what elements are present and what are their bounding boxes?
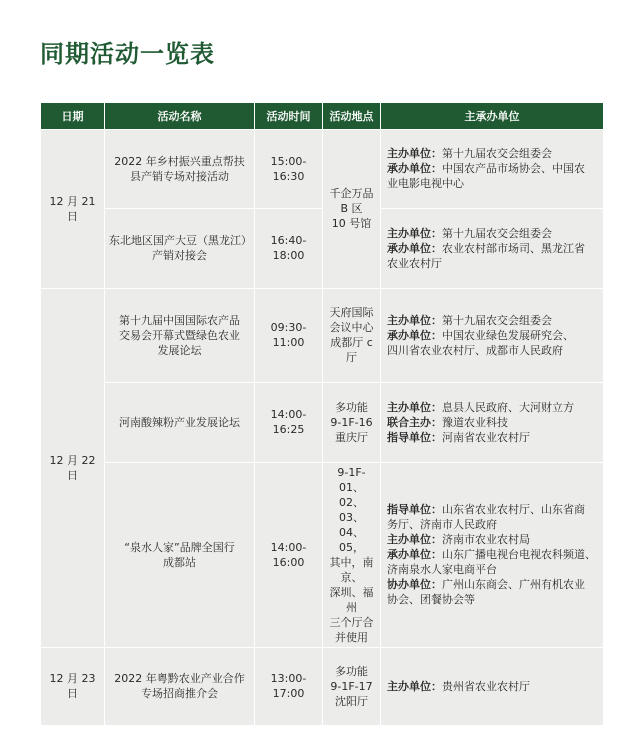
date-cell: 12 月 22 日 xyxy=(41,288,105,647)
org-text: 第十九届农交会组委会 xyxy=(442,226,552,240)
venue-line: 其中，南 xyxy=(329,555,374,569)
name-line: 东北地区国产大豆（黑龙江） xyxy=(109,234,252,247)
org-label: 指导单位： xyxy=(387,430,442,444)
org-text: 山东省农业农村厅、山东省商 xyxy=(442,503,585,516)
org-text: 河南省农业农村厅 xyxy=(442,430,530,444)
header-venue: 活动地点 xyxy=(323,103,381,129)
table-row xyxy=(41,462,604,647)
org-text: 农业农村厅 xyxy=(387,256,442,270)
org-text: 贵州省农业农村厅 xyxy=(442,679,530,693)
organizers xyxy=(381,288,604,382)
venue-line: B 区 xyxy=(340,202,363,215)
venue-line: 9-1F-17 xyxy=(330,679,373,693)
venue-line: 三个厅合 xyxy=(329,615,374,629)
venue-line: 会议中心 xyxy=(329,321,374,334)
name-line: 河南酸辣粉产业发展论坛 xyxy=(119,415,240,429)
org-text: 业电影电视中心 xyxy=(387,177,464,190)
org-text: 四川省农业农村厅、成都市人民政府 xyxy=(387,343,563,357)
date-cell: 12 月 23 日 xyxy=(41,647,105,725)
venue-line: 并使用 xyxy=(335,630,368,644)
org-label: 主办单位： xyxy=(387,679,442,693)
org-text: 第十九届农交会组委会 xyxy=(442,313,552,327)
venue-line: 天府国际 xyxy=(329,306,374,319)
table-row xyxy=(41,208,604,288)
name-line: 成都站 xyxy=(163,555,196,569)
activity-time: 15:00-16:30 xyxy=(255,129,323,208)
org-text: 豫道农业科技 xyxy=(442,415,508,429)
activity-name xyxy=(105,288,255,382)
org-text: 务厅、济南市人民政府 xyxy=(387,518,497,531)
venue-line: 04、05， xyxy=(339,525,364,554)
org-text: 山东广播电视台电视农科频道、 xyxy=(442,548,596,561)
activity-venue xyxy=(323,288,381,382)
name-line: 县产销专场对接活动 xyxy=(130,169,229,183)
activity-time: 09:30-11:00 xyxy=(255,288,323,382)
org-label: 主办单位： xyxy=(387,400,442,414)
org-label: 承办单位： xyxy=(387,162,442,175)
org-text: 中国农产品市场协会、中国农 xyxy=(442,162,585,175)
activity-venue xyxy=(323,462,381,647)
venue-line: 9-1F-01、 xyxy=(337,465,366,494)
org-label: 承办单位： xyxy=(387,548,442,561)
venue-line: 重庆厅 xyxy=(335,430,368,444)
venue-line: 厅 xyxy=(346,351,357,364)
venue-line: 深圳、福 xyxy=(329,585,374,599)
org-label: 主办单位： xyxy=(387,313,442,327)
header-time: 活动时间 xyxy=(255,103,323,129)
activity-venue xyxy=(323,647,381,725)
name-line: 发展论坛 xyxy=(157,343,202,357)
name-line: “泉水人家”品牌全国行 xyxy=(124,540,235,554)
org-label: 协办单位： xyxy=(387,578,442,591)
org-text: 济南市农业农村局 xyxy=(442,533,530,546)
activity-time: 14:00-16:00 xyxy=(255,462,323,647)
header-organizers: 主承办单位 xyxy=(381,103,604,129)
name-line: 产销对接会 xyxy=(152,249,207,262)
venue-line: 02、03、 xyxy=(339,495,364,524)
org-text: 第十九届农交会组委会 xyxy=(442,147,552,160)
venue-line: 成都厅 c xyxy=(330,336,373,349)
org-text: 协会、团餐协会等 xyxy=(387,593,475,606)
table-row xyxy=(41,288,604,382)
name-line: 2022 年粤黔农业产业合作 xyxy=(114,672,245,685)
name-line: 交易会开幕式暨绿色农业 xyxy=(119,328,240,342)
organizers xyxy=(381,647,604,725)
activity-time: 16:40-18:00 xyxy=(255,208,323,288)
table-row xyxy=(41,129,604,208)
activity-venue xyxy=(323,382,381,462)
org-label: 指导单位： xyxy=(387,503,442,516)
page-title: 同期活动一览表 xyxy=(40,40,215,68)
org-label: 主办单位： xyxy=(387,147,442,160)
table-row xyxy=(41,382,604,462)
organizers xyxy=(381,129,604,208)
org-label: 主办单位： xyxy=(387,533,442,546)
activity-time: 14:00-16:25 xyxy=(255,382,323,462)
venue-line: 沈阳厅 xyxy=(335,694,368,708)
header-date: 日期 xyxy=(41,103,105,129)
venue-line: 10 号馆 xyxy=(331,217,372,230)
activity-time: 13:00-17:00 xyxy=(255,647,323,725)
organizers xyxy=(381,382,604,462)
activity-name xyxy=(105,208,255,288)
name-line: 第十九届中国国际农产品 xyxy=(119,313,240,327)
table-row xyxy=(41,647,604,725)
organizers xyxy=(381,208,604,288)
activity-name xyxy=(105,382,255,462)
name-line: 2022 年乡村振兴重点帮扶 xyxy=(114,154,245,168)
header-name: 活动名称 xyxy=(105,103,255,129)
org-text: 中国农业绿色发展研究会、 xyxy=(442,328,574,342)
organizers xyxy=(381,462,604,647)
activity-name xyxy=(105,129,255,208)
activity-table xyxy=(40,103,604,726)
venue-line: 多功能 xyxy=(335,400,368,414)
org-label: 承办单位： xyxy=(387,241,442,255)
org-text: 息县人民政府、大河财立方 xyxy=(442,400,574,414)
activity-venue xyxy=(323,129,381,288)
org-label: 主办单位： xyxy=(387,226,442,240)
venue-line: 京、 xyxy=(340,570,363,584)
activity-name xyxy=(105,647,255,725)
org-text: 济南泉水人家电商平台 xyxy=(387,563,497,576)
venue-line: 多功能 xyxy=(335,664,368,678)
org-label: 承办单位： xyxy=(387,328,442,342)
table-header-row xyxy=(41,103,604,129)
name-line: 专场招商推介会 xyxy=(141,687,218,700)
venue-line: 州 xyxy=(346,600,357,614)
org-label: 联合主办： xyxy=(387,415,442,429)
venue-line: 千企万品 xyxy=(329,187,374,200)
org-text: 广州山东商会、广州有机农业 xyxy=(442,578,585,591)
venue-line: 9-1F-16 xyxy=(330,415,373,429)
org-text: 农业农村部市场司、黑龙江省 xyxy=(442,241,585,255)
date-cell: 12 月 21 日 xyxy=(41,129,105,288)
activity-name xyxy=(105,462,255,647)
